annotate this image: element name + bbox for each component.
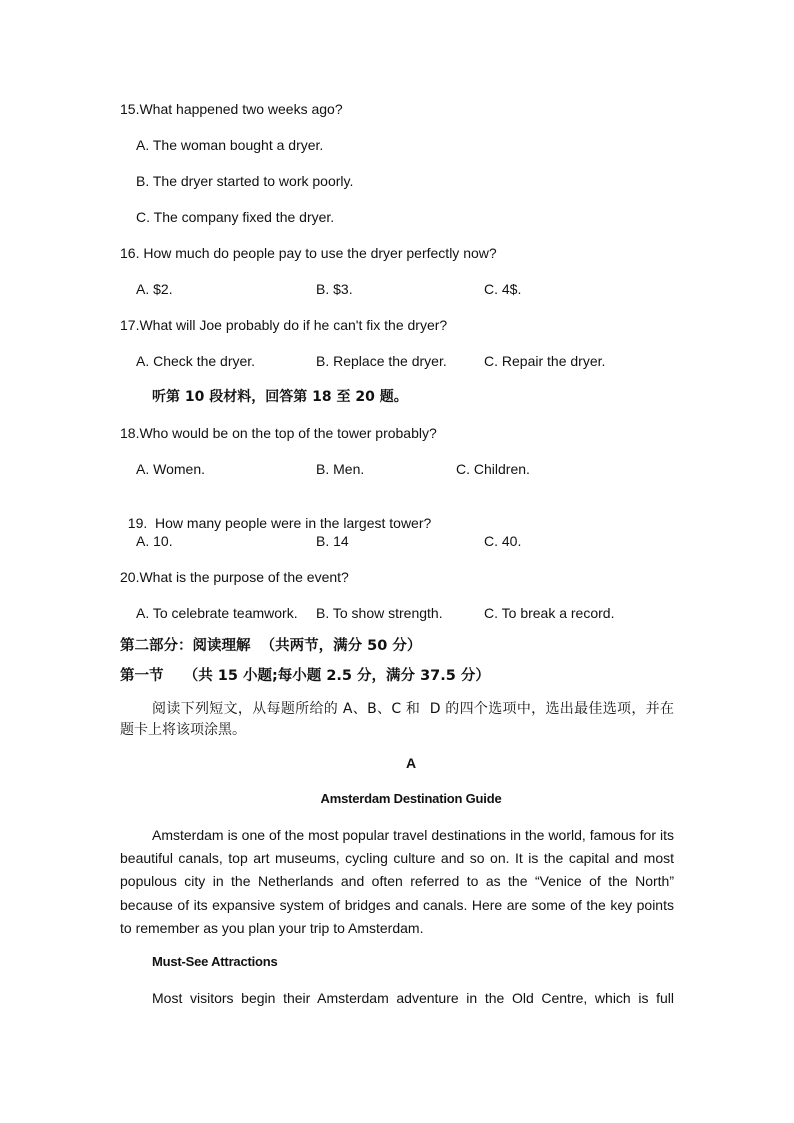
question-16 xyxy=(120,244,497,262)
passage-paragraph: Amsterdam is one of the most popular travel destinations in the world, famous for its beautiful canals, top art museums, cycling culture and so on. It is the capital and most populous city in the Netherlands and often referred to as the “Venice of the North” because of its expansive system of bridges and canals. Here are some of the key points to remember as you plan your trip to Amsterdam. xyxy=(120,827,674,936)
option-17-b[interactable]: B. Replace the dryer. xyxy=(316,353,447,369)
option-15-b[interactable]: B. The dryer started to work poorly. xyxy=(136,173,354,189)
question-20 xyxy=(120,568,349,586)
option-16-c[interactable]: C. 4$. xyxy=(484,281,522,297)
reading-instruction: 阅读下列短文，从每题所给的 A、B、C 和 D 的四个选项中，选出最佳选项，并在题卡上将该项涂黑。 xyxy=(120,701,674,738)
option-17-c[interactable]: C. Repair the dryer. xyxy=(484,353,606,369)
option-19-a[interactable]: A. 10. xyxy=(136,533,173,549)
option-19-b[interactable]: B. 14 xyxy=(316,533,349,549)
question-number: 20. xyxy=(120,569,140,585)
option-16-a[interactable]: A. $2. xyxy=(136,281,173,297)
question-text: What will Joe probably do if he can't fix the dryer? xyxy=(139,317,448,333)
option-18-a[interactable]: A. Women. xyxy=(136,461,205,477)
option-18-c[interactable]: C. Children. xyxy=(456,461,530,477)
question-19 xyxy=(120,496,431,532)
option-15-a[interactable]: A. The woman bought a dryer. xyxy=(136,137,324,153)
option-20-a[interactable]: A. To celebrate teamwork. xyxy=(136,605,298,621)
question-number: 15. xyxy=(120,101,140,117)
question-text: Who would be on the top of the tower probably? xyxy=(139,425,437,441)
section-one-heading: 第一节 （共 15 小题;每小题 2.5 分，满分 37.5 分） xyxy=(120,668,490,684)
question-number: 17. xyxy=(120,317,140,333)
listening-instruction: 听第 10 段材料，回答第 18 至 20 题。 xyxy=(152,389,408,405)
question-text: How much do people pay to use the dryer perfectly now? xyxy=(143,245,497,261)
question-text: How many people were in the largest tower? xyxy=(155,515,432,531)
option-17-a[interactable]: A. Check the dryer. xyxy=(136,353,256,369)
passage-title: Amsterdam Destination Guide xyxy=(320,791,502,806)
option-20-c[interactable]: C. To break a record. xyxy=(484,605,615,621)
section-subheading: Must-See Attractions xyxy=(152,954,278,969)
question-number: 16. xyxy=(120,245,144,261)
passage-letter: A xyxy=(405,755,417,771)
question-number: 18. xyxy=(120,425,140,441)
option-15-c[interactable]: C. The company fixed the dryer. xyxy=(136,209,335,225)
question-15 xyxy=(120,100,343,118)
question-number: 19. xyxy=(127,515,156,531)
question-text: What happened two weeks ago? xyxy=(139,101,343,117)
passage-paragraph: Most visitors begin their Amsterdam adventure in the Old Centre, which is full xyxy=(152,990,674,1006)
option-18-b[interactable]: B. Men. xyxy=(316,461,365,477)
option-16-b[interactable]: B. $3. xyxy=(316,281,353,297)
option-20-b[interactable]: B. To show strength. xyxy=(316,605,443,621)
question-text: What is the purpose of the event? xyxy=(139,569,349,585)
option-19-c[interactable]: C. 40. xyxy=(484,533,522,549)
question-18 xyxy=(120,424,437,442)
part-two-heading: 第二部分：阅读理解 （共两节，满分 50 分） xyxy=(120,638,422,654)
question-17 xyxy=(120,316,447,334)
